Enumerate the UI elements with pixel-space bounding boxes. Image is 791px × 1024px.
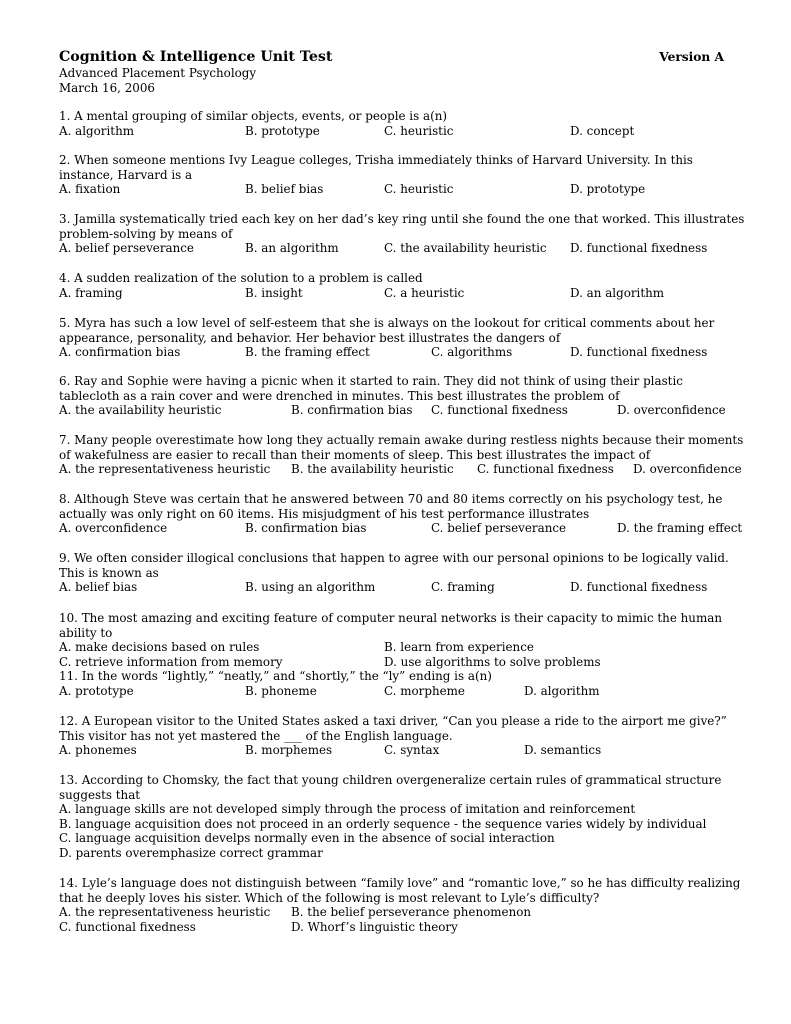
option-a[interactable]: A. overconfidence — [59, 521, 168, 536]
option-d[interactable]: D. parents overemphasize correct grammar — [59, 845, 323, 860]
option-row — [59, 640, 745, 655]
option-b[interactable]: B. an algorithm — [245, 241, 339, 256]
option-c[interactable]: C. retrieve information from memory — [59, 654, 283, 669]
option-a[interactable]: A. framing — [59, 285, 123, 300]
option-d[interactable]: D. functional fixedness — [570, 241, 708, 256]
option-c[interactable]: C. functional fixedness — [431, 403, 568, 418]
question-11 — [59, 669, 745, 698]
option-a[interactable]: A. make decisions based on rules — [59, 640, 260, 655]
test-title: Cognition & Intelligence Unit Test — [59, 49, 333, 65]
question-stem: 8. Although Steve was certain that he answered between 70 and 80 items correctly on his psychology test, he actually was only right on 60 items. His misjudgment of his test performance illustrates — [59, 492, 723, 521]
question-stem: 1. A mental grouping of similar objects, events, or people is a(n) — [59, 109, 448, 123]
question-stem: 5. Myra has such a low level of self-esteem that she is always on the lookout for critical comments about her appearance, personality, and behavior. Her behavior best illustrates the dangers of — [59, 316, 715, 345]
option-row — [59, 345, 745, 360]
test-header — [59, 49, 729, 95]
option-d[interactable]: D. overconfidence — [617, 403, 726, 418]
option-row — [59, 462, 745, 477]
question-2 — [59, 153, 745, 197]
question-3 — [59, 212, 745, 256]
option-a[interactable]: A. language skills are not developed simply through the process of imitation and reinforcement — [59, 802, 636, 817]
option-a[interactable]: A. fixation — [59, 182, 121, 197]
question-1 — [59, 109, 745, 138]
question-stem: 11. In the words “lightly,” “neatly,” and “shortly,” the “ly” ending is a(n) — [59, 669, 492, 683]
option-b[interactable]: B. the availability heuristic — [291, 462, 454, 477]
option-c[interactable]: C. language acquisition develps normally even in the absence of social interaction — [59, 831, 555, 846]
option-c[interactable]: C. functional fixedness — [477, 462, 614, 477]
option-d[interactable]: D. use algorithms to solve problems — [384, 654, 601, 669]
option-b[interactable]: B. confirmation bias — [245, 521, 367, 536]
question-9 — [59, 551, 745, 595]
question-stem: 2. When someone mentions Ivy League colleges, Trisha immediately thinks of Harvard University. In this instance, Harvard is a — [59, 153, 693, 182]
option-row — [59, 182, 745, 197]
option-b[interactable]: B. phoneme — [245, 683, 317, 698]
option-b[interactable]: B. using an algorithm — [245, 580, 376, 595]
option-b[interactable]: B. insight — [245, 285, 303, 300]
option-b[interactable]: B. belief bias — [245, 182, 324, 197]
option-c[interactable]: C. functional fixedness — [59, 919, 196, 934]
option-row — [59, 241, 745, 256]
version-label: Version A — [659, 50, 724, 64]
option-row — [59, 286, 745, 301]
option-a[interactable]: A. belief bias — [59, 580, 138, 595]
option-c[interactable]: C. the availability heuristic — [384, 241, 547, 256]
option-b[interactable]: B. confirmation bias — [291, 403, 413, 418]
question-stem: 6. Ray and Sophie were having a picnic when it started to rain. They did not think of using their plastic tablecloth as a rain cover and were drenched in minutes. This best illustrates the problem of — [59, 374, 683, 403]
option-c[interactable]: C. morpheme — [384, 683, 465, 698]
option-row — [59, 684, 745, 699]
option-b[interactable]: B. the belief perseverance phenomenon — [291, 905, 532, 920]
question-stem: 7. Many people overestimate how long they actually remain awake during restless nights because their moments of wakefulness are easier to recall than their moments of sleep. This best illustrates the impact of — [59, 433, 744, 462]
option-b[interactable]: B. the framing effect — [245, 345, 370, 360]
question-14 — [59, 876, 745, 934]
option-a[interactable]: A. belief perseverance — [59, 241, 194, 256]
option-b[interactable]: B. morphemes — [245, 743, 333, 758]
option-d[interactable]: D. Whorf’s linguistic theory — [291, 919, 458, 934]
option-a[interactable]: A. the availability heuristic — [59, 403, 222, 418]
option-d[interactable]: D. functional fixedness — [570, 580, 708, 595]
option-a[interactable]: A. the representativeness heuristic — [59, 905, 271, 920]
option-row — [59, 743, 745, 758]
option-b[interactable]: B. prototype — [245, 123, 320, 138]
question-stem: 4. A sudden realization of the solution to a problem is called — [59, 271, 423, 285]
question-7 — [59, 433, 745, 477]
question-12 — [59, 714, 745, 758]
option-d[interactable]: D. algorithm — [524, 683, 600, 698]
option-a[interactable]: A. confirmation bias — [59, 345, 181, 360]
option-c[interactable]: C. heuristic — [384, 123, 454, 138]
question-stem: 14. Lyle’s language does not distinguish between “family love” and “romantic love,” so he has difficulty realizing that he deeply loves his sister. Which of the following is most relevant to Lyle’s difficulty? — [59, 876, 741, 905]
option-a[interactable]: A. phonemes — [59, 743, 137, 758]
question-stem: 10. The most amazing and exciting feature of computer neural networks is their capacity to mimic the human ability to — [59, 611, 722, 640]
course-name: Advanced Placement Psychology — [59, 66, 257, 80]
option-b[interactable]: B. language acquisition does not proceed in an orderly sequence - the sequence varies widely by individual — [59, 816, 707, 831]
option-row — [59, 124, 745, 139]
question-6 — [59, 374, 745, 418]
option-d[interactable]: D. the framing effect — [617, 521, 743, 536]
option-row — [59, 905, 745, 920]
option-c[interactable]: C. a heuristic — [384, 285, 465, 300]
option-c[interactable]: C. heuristic — [384, 182, 454, 197]
question-8 — [59, 492, 745, 536]
option-d[interactable]: D. overconfidence — [633, 462, 742, 477]
option-a[interactable]: A. prototype — [59, 683, 134, 698]
option-d[interactable]: D. an algorithm — [570, 285, 665, 300]
question-13 — [59, 773, 745, 861]
option-a[interactable]: A. algorithm — [59, 123, 135, 138]
question-5 — [59, 316, 745, 360]
option-row — [59, 655, 745, 670]
question-stem: 3. Jamilla systematically tried each key on her dad’s key ring until she found the one that worked. This illustrates problem-solving by means of — [59, 212, 745, 241]
option-d[interactable]: D. functional fixedness — [570, 345, 708, 360]
question-stem: 13. According to Chomsky, the fact that young children overgeneralize certain rules of grammatical structure suggests that — [59, 773, 722, 802]
option-row — [59, 403, 745, 418]
option-d[interactable]: D. semantics — [524, 743, 602, 758]
question-4 — [59, 271, 745, 300]
question-10 — [59, 611, 745, 669]
option-row — [59, 580, 745, 595]
question-stem: 9. We often consider illogical conclusions that happen to agree with our personal opinions to be logically valid. This is known as — [59, 551, 729, 580]
option-d[interactable]: D. concept — [570, 123, 635, 138]
option-d[interactable]: D. prototype — [570, 182, 646, 197]
option-row — [59, 521, 745, 536]
option-row — [59, 920, 745, 935]
option-a[interactable]: A. the representativeness heuristic — [59, 462, 271, 477]
option-b[interactable]: B. learn from experience — [384, 640, 534, 655]
option-c[interactable]: C. algorithms — [431, 345, 513, 360]
question-stem: 12. A European visitor to the United States asked a taxi driver, “Can you please a ride to the airport me give?” This visitor has not yet mastered the ___ of the English language. — [59, 714, 727, 743]
title-row — [59, 49, 729, 66]
option-c[interactable]: C. framing — [431, 580, 495, 595]
option-c[interactable]: C. syntax — [384, 743, 440, 758]
option-c[interactable]: C. belief perseverance — [431, 521, 567, 536]
test-date: March 16, 2006 — [59, 80, 155, 95]
